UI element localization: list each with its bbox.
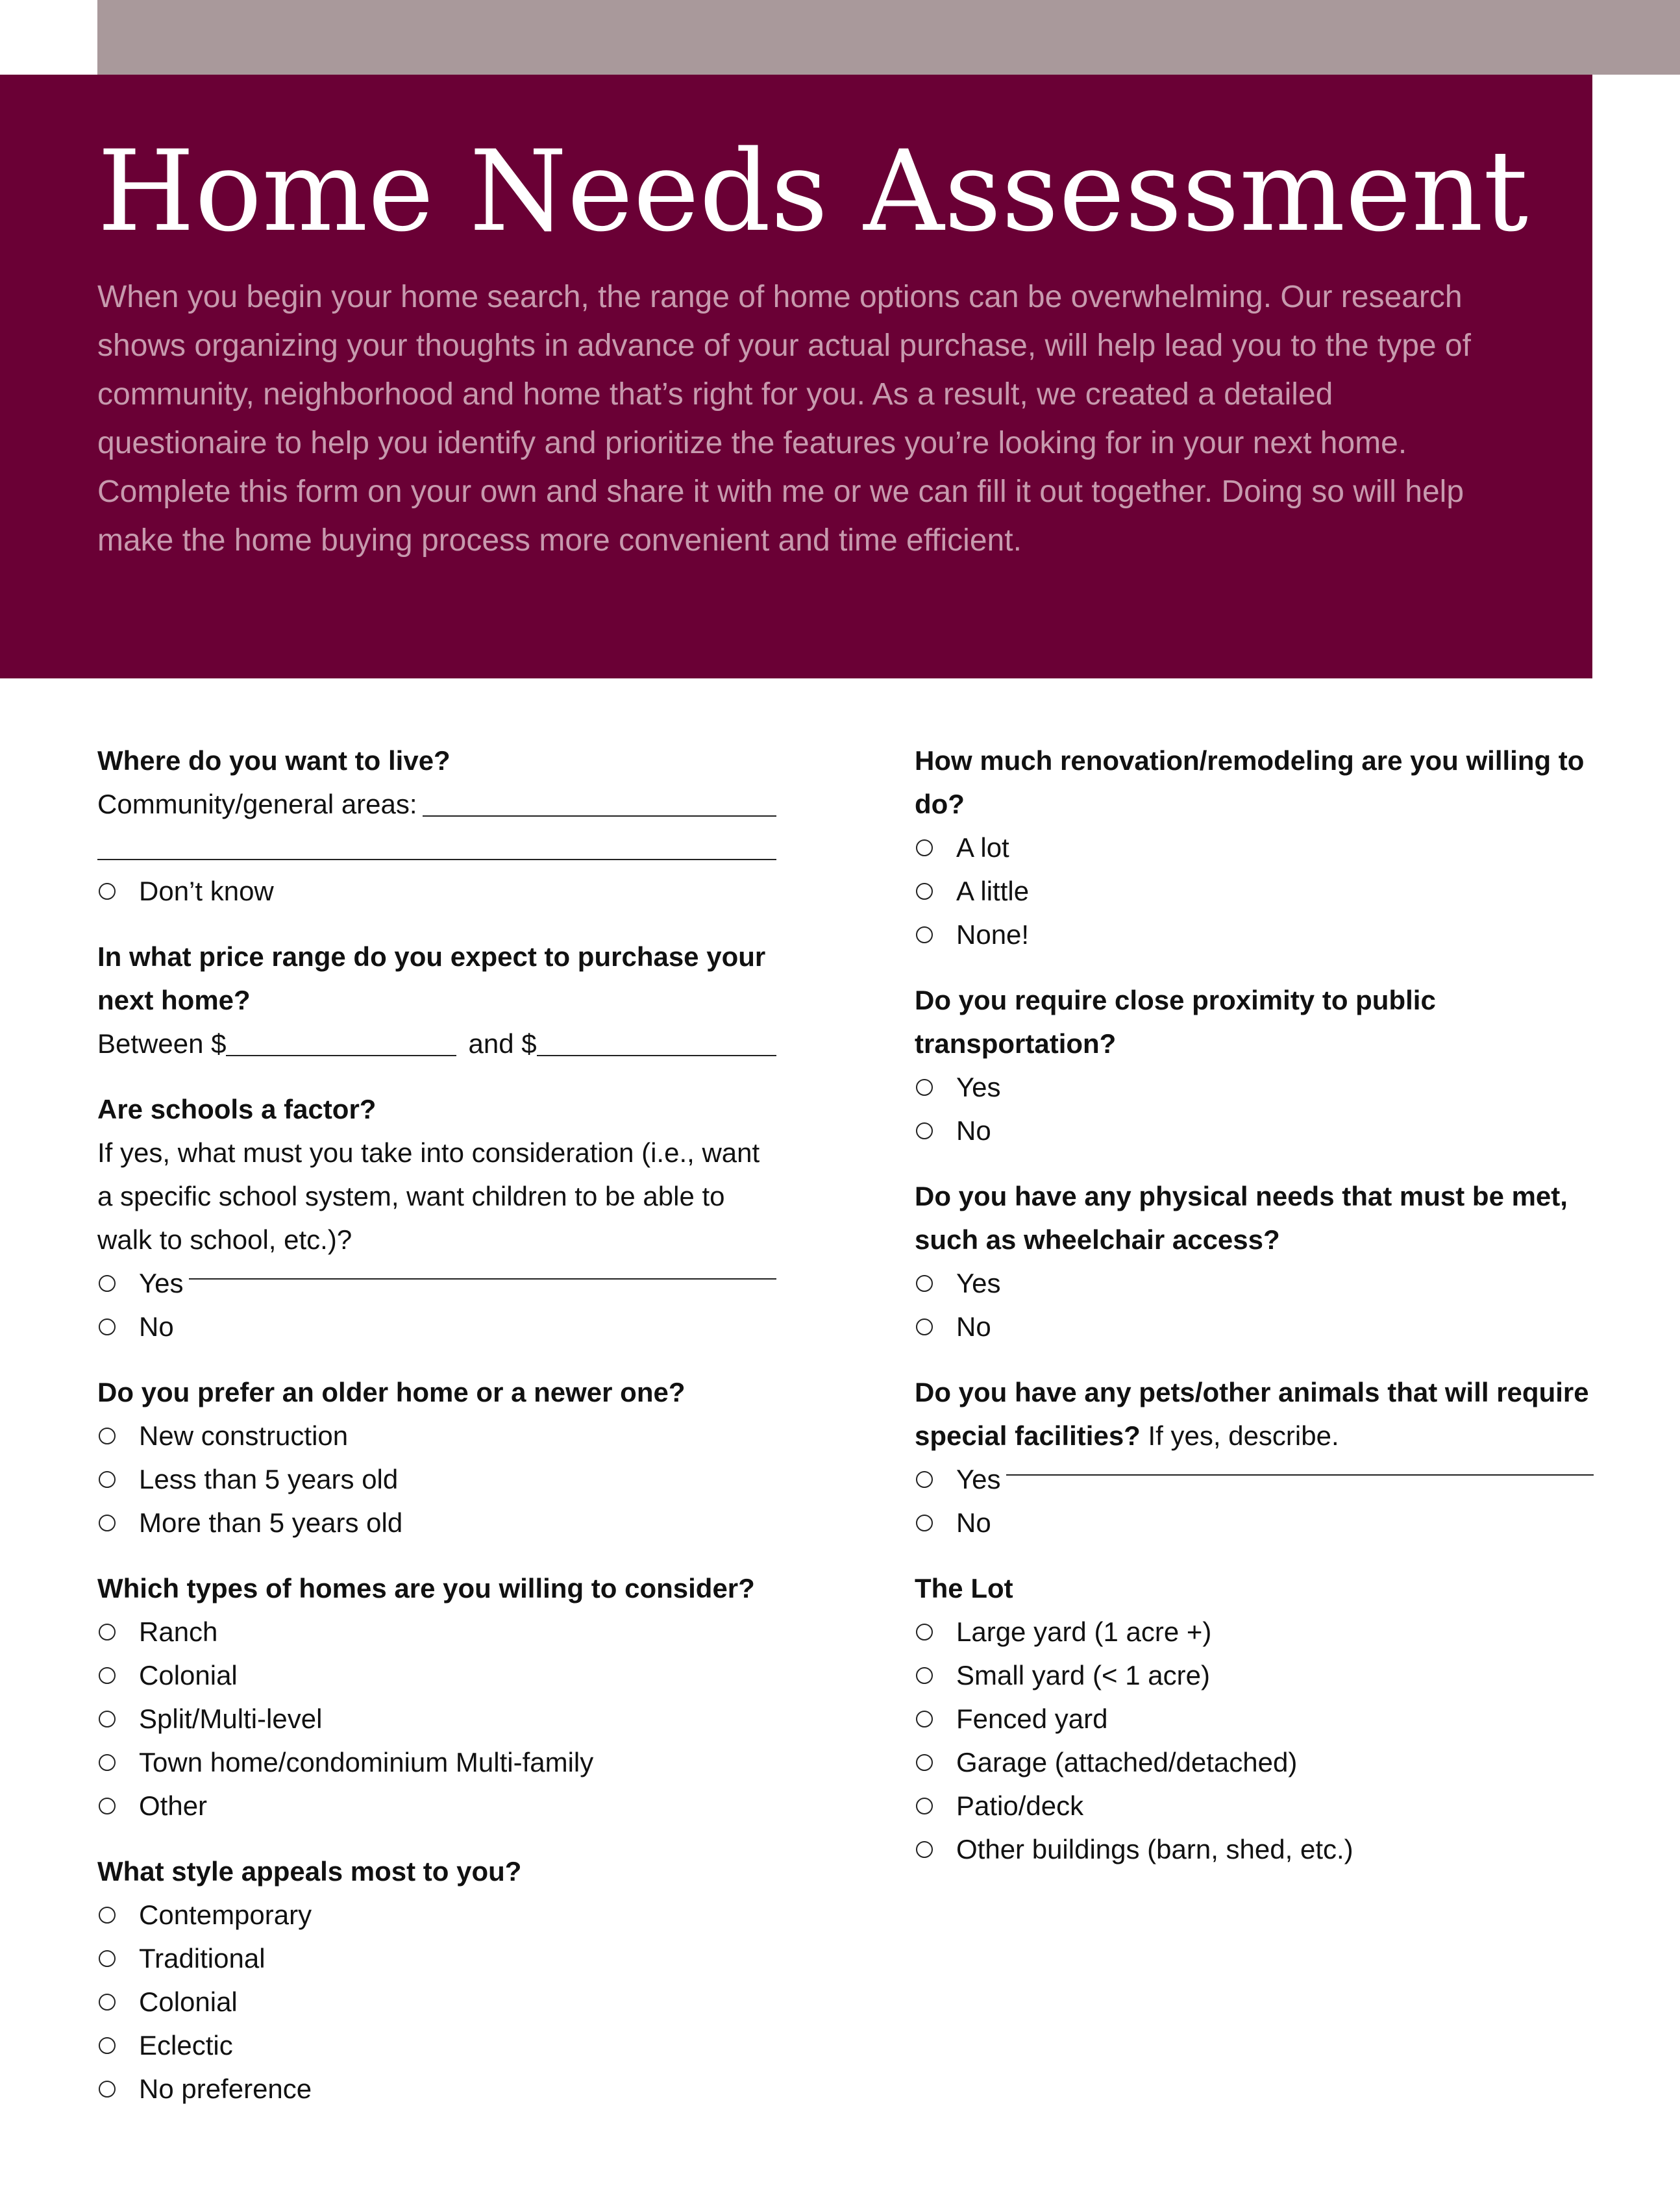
section-schools (97, 1087, 776, 1348)
option-a-little[interactable] (915, 869, 1594, 913)
section-transit (915, 978, 1594, 1152)
radio-icon[interactable] (916, 883, 933, 900)
option-pets-yes[interactable] (915, 1457, 1594, 1501)
between-label: Between $ (97, 1028, 227, 1059)
radio-icon[interactable] (916, 1841, 933, 1858)
option-label: Yes (956, 1464, 1001, 1494)
community-field-row-2 (97, 826, 776, 869)
schools-yes-input-line[interactable] (189, 1278, 776, 1280)
schools-description: If yes, what must you take into consideration (i.e., want a specific school system, want children to be able to walk to school, etc.)? (97, 1137, 760, 1255)
radio-icon[interactable] (916, 1754, 933, 1771)
question-home-types: Which types of homes are you willing to consider? (97, 1573, 755, 1603)
radio-icon[interactable] (99, 1275, 116, 1292)
option-no-preference[interactable] (97, 2067, 776, 2111)
radio-icon[interactable] (916, 1122, 933, 1139)
community-input-line[interactable] (423, 815, 776, 817)
section-style (97, 1850, 776, 2111)
option-physical-yes[interactable] (915, 1261, 1594, 1305)
radio-icon[interactable] (99, 1798, 116, 1814)
option-label: Ranch (139, 1616, 218, 1647)
option-label: No preference (139, 2073, 312, 2104)
radio-icon[interactable] (916, 1515, 933, 1531)
option-label: Small yard (< 1 acre) (956, 1660, 1210, 1690)
radio-icon[interactable] (99, 2081, 116, 2098)
option-traditional[interactable] (97, 1937, 776, 1980)
pets-yes-input-line[interactable] (1006, 1474, 1594, 1476)
option-label: Other buildings (barn, shed, etc.) (956, 1834, 1353, 1864)
option-a-lot[interactable] (915, 826, 1594, 869)
option-label: Yes (956, 1268, 1001, 1298)
question-pets-text: Do you have any pets/other animals that will require special facilities? (915, 1377, 1589, 1451)
option-none[interactable] (915, 913, 1594, 956)
option-other-type[interactable] (97, 1784, 776, 1827)
option-label: Yes (956, 1072, 1001, 1102)
option-dont-know[interactable] (97, 869, 776, 913)
radio-icon[interactable] (916, 1624, 933, 1640)
option-label: Other (139, 1790, 208, 1821)
question-pets (915, 1370, 1594, 1457)
section-home-age (97, 1370, 776, 1544)
radio-icon[interactable] (99, 1711, 116, 1727)
option-label: A little (956, 876, 1030, 906)
and-label: and $ (468, 1028, 537, 1059)
intro-paragraph: When you begin your home search, the range of home options can be overwhelming. Our research shows organizing your thoughts in advance of your actual purchase, will help lead you to the type of community, neighborhood and home that’s right for you. As a result, we created a detailed questionaire to help you identify and prioritize the features you’re looking for in your next home. Complete this form on your own and share it with me or we can fill it out together. Doing so will help make the home buying process more convenient and time efficient. (97, 280, 1471, 558)
section-physical-needs (915, 1174, 1594, 1348)
option-town-home[interactable] (97, 1740, 776, 1784)
community-field-row (97, 782, 776, 826)
top-accent-strip (97, 0, 1680, 75)
radio-icon[interactable] (916, 926, 933, 943)
option-large-yard[interactable] (915, 1610, 1594, 1653)
option-label: Fenced yard (956, 1703, 1108, 1734)
option-garage[interactable] (915, 1740, 1594, 1784)
option-physical-no[interactable] (915, 1305, 1594, 1348)
question-physical-needs: Do you have any physical needs that must be met, such as wheelchair access? (915, 1181, 1568, 1255)
option-label: No (956, 1311, 991, 1342)
option-small-yard[interactable] (915, 1653, 1594, 1697)
option-style-colonial[interactable] (97, 1980, 776, 2024)
option-transit-yes[interactable] (915, 1065, 1594, 1109)
radio-icon[interactable] (99, 1754, 116, 1771)
option-colonial[interactable] (97, 1653, 776, 1697)
option-label: Eclectic (139, 2030, 233, 2061)
option-label: None! (956, 919, 1030, 950)
min-price-input-line[interactable] (226, 1055, 456, 1056)
option-label: Colonial (139, 1660, 238, 1690)
section-pets (915, 1370, 1594, 1544)
section-renovation (915, 739, 1594, 956)
question-style: What style appeals most to you? (97, 1856, 522, 1887)
question-lot: The Lot (915, 1573, 1013, 1603)
community-input-line-2[interactable] (97, 859, 776, 860)
option-label: More than 5 years old (139, 1507, 403, 1538)
radio-icon[interactable] (99, 1428, 116, 1444)
left-column (97, 739, 776, 2133)
radio-icon[interactable] (99, 1318, 116, 1335)
option-fenced-yard[interactable] (915, 1697, 1594, 1740)
question-price-range: In what price range do you expect to purchase your next home? (97, 941, 766, 1015)
option-label: Large yard (1 acre +) (956, 1616, 1212, 1647)
option-new-construction[interactable] (97, 1414, 776, 1457)
option-eclectic[interactable] (97, 2024, 776, 2067)
option-label: No (956, 1115, 991, 1146)
radio-icon[interactable] (99, 1667, 116, 1684)
radio-icon[interactable] (916, 1471, 933, 1488)
radio-icon[interactable] (99, 883, 116, 900)
option-label: No (956, 1507, 991, 1538)
option-ranch[interactable] (97, 1610, 776, 1653)
question-renovation: How much renovation/remodeling are you willing to do? (915, 745, 1585, 819)
question-where-live: Where do you want to live? (97, 745, 451, 776)
option-contemporary[interactable] (97, 1893, 776, 1937)
radio-icon[interactable] (99, 1907, 116, 1924)
option-label: New construction (139, 1420, 349, 1451)
option-label: Traditional (139, 1943, 266, 1974)
radio-icon[interactable] (99, 1471, 116, 1488)
option-label: Garage (attached/detached) (956, 1747, 1298, 1777)
option-label: Less than 5 years old (139, 1464, 399, 1494)
radio-icon[interactable] (99, 1624, 116, 1640)
option-label: Don’t know (139, 876, 274, 906)
option-label: Colonial (139, 1987, 238, 2017)
option-schools-yes[interactable] (97, 1261, 776, 1305)
page-title: Home Needs Assessment (97, 126, 1529, 256)
option-label: A lot (956, 832, 1009, 863)
question-transit: Do you require close proximity to public transportation? (915, 985, 1436, 1059)
option-label: Yes (139, 1268, 184, 1298)
max-price-input-line[interactable] (537, 1055, 776, 1056)
radio-icon[interactable] (99, 1950, 116, 1967)
option-label: Contemporary (139, 1900, 312, 1930)
option-more-than-5[interactable] (97, 1501, 776, 1544)
option-patio-deck[interactable] (915, 1784, 1594, 1827)
option-pets-no[interactable] (915, 1501, 1594, 1544)
option-transit-no[interactable] (915, 1109, 1594, 1152)
option-label: No (139, 1311, 174, 1342)
question-schools: Are schools a factor? (97, 1094, 377, 1124)
option-schools-no[interactable] (97, 1305, 776, 1348)
price-range-row (97, 1022, 776, 1065)
radio-icon[interactable] (99, 1515, 116, 1531)
section-home-types (97, 1566, 776, 1827)
radio-icon[interactable] (916, 839, 933, 856)
question-home-age: Do you prefer an older home or a newer one? (97, 1377, 686, 1407)
question-pets-suffix: If yes, describe. (1140, 1420, 1339, 1451)
radio-icon[interactable] (916, 1711, 933, 1727)
radio-icon[interactable] (916, 1318, 933, 1335)
option-label: Split/Multi-level (139, 1703, 323, 1734)
section-price-range (97, 935, 776, 1065)
option-other-buildings[interactable] (915, 1827, 1594, 1871)
community-field-label: Community/general areas: (97, 789, 417, 819)
radio-icon[interactable] (916, 1798, 933, 1814)
option-label: Patio/deck (956, 1790, 1084, 1821)
radio-icon[interactable] (99, 2037, 116, 2054)
radio-icon[interactable] (916, 1275, 933, 1292)
option-split-level[interactable] (97, 1697, 776, 1740)
radio-icon[interactable] (916, 1079, 933, 1096)
radio-icon[interactable] (99, 1994, 116, 2011)
section-lot (915, 1566, 1594, 1871)
option-label: Town home/condominium Multi-family (139, 1747, 594, 1777)
radio-icon[interactable] (916, 1667, 933, 1684)
section-where-live (97, 739, 776, 913)
right-column (915, 739, 1594, 1893)
option-less-than-5[interactable] (97, 1457, 776, 1501)
